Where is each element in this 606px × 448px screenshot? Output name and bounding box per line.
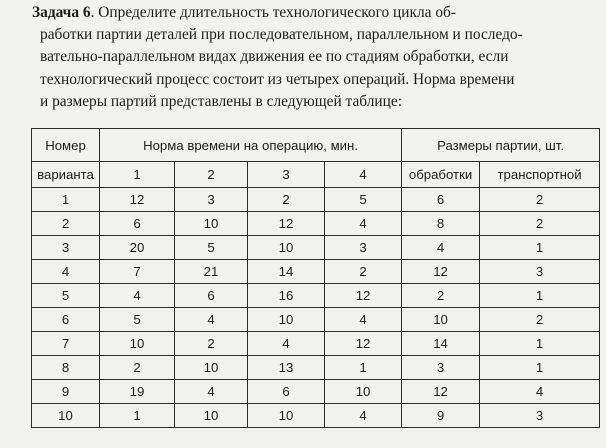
table-cell: 4 bbox=[248, 332, 325, 356]
table-cell: 8 bbox=[402, 212, 480, 236]
table-cell: 10 bbox=[248, 236, 325, 260]
op-header-2: 2 bbox=[175, 162, 248, 188]
table-cell: 2 bbox=[100, 356, 175, 380]
table-cell: 12 bbox=[402, 260, 480, 284]
table-cell: 2 bbox=[402, 284, 480, 308]
table-cell: 3 bbox=[325, 236, 402, 260]
table-cell: 3 bbox=[175, 188, 248, 212]
table-cell: 6 bbox=[175, 284, 248, 308]
table-cell: 3 bbox=[402, 356, 480, 380]
table-row bbox=[32, 404, 600, 428]
time-norm-header: Норма времени на операцию, мин. bbox=[100, 129, 402, 162]
op-header-4: 4 bbox=[325, 162, 402, 188]
table-row bbox=[32, 236, 600, 260]
table-cell: 10 bbox=[248, 404, 325, 428]
table-cell: 6 bbox=[100, 212, 175, 236]
table-cell: 4 bbox=[175, 380, 248, 404]
table-cell: 10 bbox=[175, 356, 248, 380]
transport-header: транспортной bbox=[480, 162, 600, 188]
variant-cell: 2 bbox=[32, 212, 100, 236]
table-row bbox=[32, 380, 600, 404]
table-row bbox=[32, 260, 600, 284]
variant-cell: 1 bbox=[32, 188, 100, 212]
table-cell: 1 bbox=[100, 404, 175, 428]
table-cell: 9 bbox=[402, 404, 480, 428]
task-line-4: технологический процесс состоит из четырех операций. Норма времени bbox=[40, 70, 515, 88]
table-cell: 1 bbox=[480, 284, 600, 308]
table-body bbox=[32, 188, 600, 428]
table-cell: 4 bbox=[402, 236, 480, 260]
table-cell: 7 bbox=[100, 260, 175, 284]
task-line-2: работки партии деталей при последовательном, параллельном и последо- bbox=[40, 26, 523, 44]
table-row bbox=[32, 332, 600, 356]
table-cell: 10 bbox=[100, 332, 175, 356]
table-cell: 10 bbox=[175, 404, 248, 428]
variant-cell: 9 bbox=[32, 380, 100, 404]
table-cell: 16 bbox=[248, 284, 325, 308]
table-cell: 1 bbox=[480, 356, 600, 380]
table-cell: 4 bbox=[325, 212, 402, 236]
table-cell: 10 bbox=[248, 308, 325, 332]
variant-cell: 8 bbox=[32, 356, 100, 380]
op-header-3: 3 bbox=[248, 162, 325, 188]
table-cell: 1 bbox=[325, 356, 402, 380]
variant-cell: 10 bbox=[32, 404, 100, 428]
table-cell: 2 bbox=[480, 188, 600, 212]
table-cell: 2 bbox=[480, 308, 600, 332]
table-cell: 12 bbox=[325, 332, 402, 356]
table-cell: 10 bbox=[175, 212, 248, 236]
variant-cell: 4 bbox=[32, 260, 100, 284]
table-cell: 2 bbox=[480, 212, 600, 236]
table-row bbox=[32, 188, 600, 212]
task-text-line: . Определите длительность технологического цикла об- bbox=[90, 4, 457, 21]
variant-header-line1: Номер bbox=[32, 129, 100, 162]
table-cell: 19 bbox=[100, 380, 175, 404]
table-cell: 6 bbox=[248, 380, 325, 404]
variant-cell: 6 bbox=[32, 308, 100, 332]
table-row bbox=[32, 356, 600, 380]
data-table bbox=[31, 128, 600, 428]
table-cell: 6 bbox=[402, 188, 480, 212]
table-cell: 12 bbox=[100, 188, 175, 212]
variant-cell: 5 bbox=[32, 284, 100, 308]
batch-sizes-header: Размеры партии, шт. bbox=[402, 129, 600, 162]
table-cell: 4 bbox=[325, 404, 402, 428]
table-cell: 1 bbox=[480, 332, 600, 356]
task-line-5: и размеры партий представлены в следующей таблице: bbox=[40, 92, 402, 110]
variant-cell: 7 bbox=[32, 332, 100, 356]
table-cell: 14 bbox=[402, 332, 480, 356]
variant-cell: 3 bbox=[32, 236, 100, 260]
table-row bbox=[32, 284, 600, 308]
table-cell: 5 bbox=[100, 308, 175, 332]
table-cell: 4 bbox=[480, 380, 600, 404]
table-cell: 12 bbox=[248, 212, 325, 236]
table-cell: 5 bbox=[175, 236, 248, 260]
table-cell: 3 bbox=[480, 260, 600, 284]
op-header-1: 1 bbox=[100, 162, 175, 188]
table-cell: 2 bbox=[248, 188, 325, 212]
task-title: Задача 6 bbox=[32, 4, 91, 21]
table-cell: 3 bbox=[480, 404, 600, 428]
table-cell: 2 bbox=[325, 260, 402, 284]
task-line-1 bbox=[32, 2, 598, 24]
table-cell: 12 bbox=[402, 380, 480, 404]
table-row bbox=[32, 212, 600, 236]
table-cell: 4 bbox=[325, 308, 402, 332]
table-cell: 4 bbox=[100, 284, 175, 308]
table-cell: 5 bbox=[325, 188, 402, 212]
task-line-3: вательно-параллельном видах движения ее по стадиям обработки, если bbox=[40, 48, 509, 66]
table-row bbox=[32, 308, 600, 332]
table-cell: 12 bbox=[325, 284, 402, 308]
table-cell: 20 bbox=[100, 236, 175, 260]
table-cell: 21 bbox=[175, 260, 248, 284]
table-cell: 10 bbox=[402, 308, 480, 332]
table-cell: 14 bbox=[248, 260, 325, 284]
table-cell: 4 bbox=[175, 308, 248, 332]
processing-header: обработки bbox=[402, 162, 480, 188]
table-cell: 2 bbox=[175, 332, 248, 356]
table-cell: 1 bbox=[480, 236, 600, 260]
variant-header-line2: варианта bbox=[32, 162, 100, 188]
task-statement bbox=[32, 2, 598, 113]
table-cell: 13 bbox=[248, 356, 325, 380]
table-cell: 10 bbox=[325, 380, 402, 404]
